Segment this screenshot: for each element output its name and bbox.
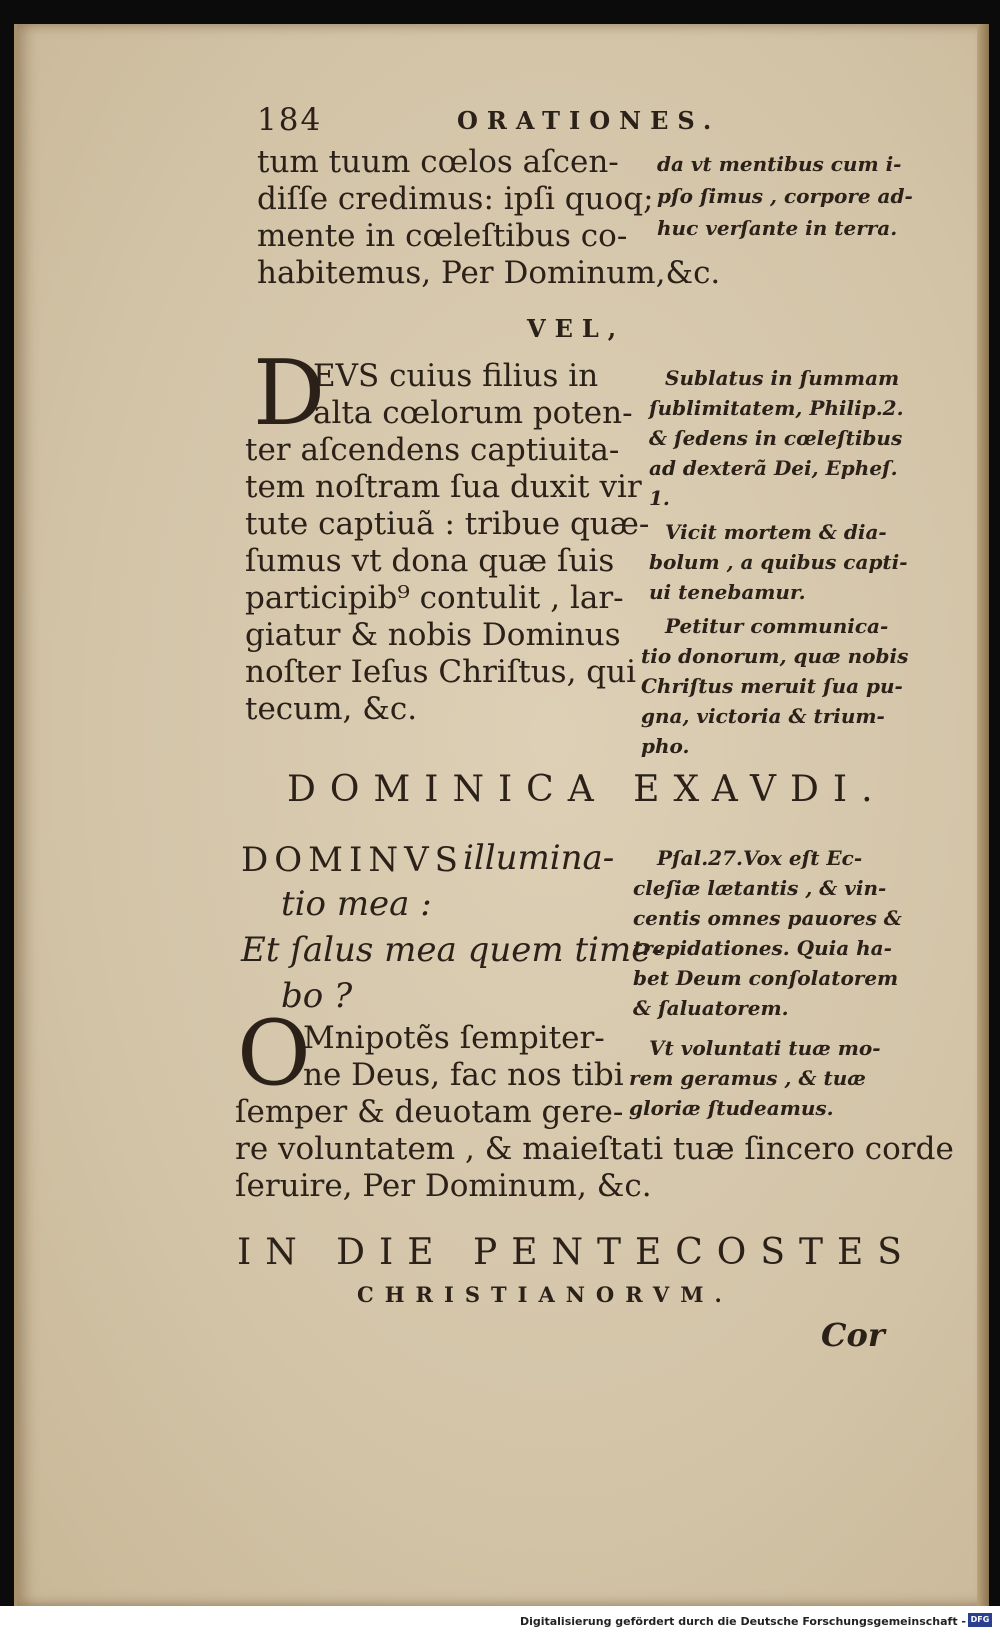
psalm-line: tio mea : — [281, 884, 432, 924]
text-line: participib⁹ contulit , lar- — [245, 580, 624, 616]
text-line: giatur & nobis Dominus — [245, 617, 621, 653]
catchword: Cor — [821, 1316, 885, 1354]
text-line: noſter Ieſus Chriſtus, qui — [245, 654, 637, 690]
margin-note: gloriæ ſtudeamus. — [629, 1096, 834, 1120]
text-line: tum tuum cœlos aſcen- — [257, 144, 619, 180]
text-line: tecum, &c. — [245, 691, 418, 727]
text-line: ne Deus, fac nos tibi — [303, 1057, 624, 1093]
text-line: ſeruire, Per Dominum, &c. — [235, 1168, 652, 1204]
dfg-logo-icon: DFG — [968, 1613, 992, 1627]
text-line: mente in cœleſtibus co- — [257, 218, 628, 254]
margin-note: gna, victoria & trium- — [641, 704, 885, 728]
section-subheading: CHRISTIANORVM. — [357, 1282, 733, 1307]
psalm-caps: DOMINVS — [241, 840, 464, 880]
footer-credit: Digitalisierung gefördert durch die Deutsche Forschungsgemeinschaft - — [519, 1615, 966, 1628]
drop-cap: O — [237, 1001, 311, 1106]
section-heading: DOMINICA EXAVDI. — [287, 769, 887, 810]
psalm-line: bo ? — [281, 976, 353, 1016]
text-line: tem noſtram ſua duxit vir — [245, 469, 642, 505]
margin-note: da vt mentibus cum i- — [657, 152, 902, 176]
margin-note: 1. — [649, 486, 670, 510]
text-line: habitemus, Per Dominum,&c. — [257, 255, 721, 291]
margin-note: Chriſtus meruit ſua pu- — [641, 674, 903, 698]
margin-note: Sublatus in ſummam — [665, 366, 900, 390]
text-line: tute captiuã : tribue quæ- — [245, 506, 650, 542]
margin-note: Vt voluntati tuæ mo- — [649, 1036, 881, 1060]
text-line: EVS cuius filius in — [313, 358, 599, 394]
margin-note: ad dexterã Dei, Epheſ. — [649, 456, 898, 480]
page-edge — [977, 24, 989, 1606]
text-line: alta cœlorum poten- — [313, 395, 633, 431]
running-title: ORATIONES. — [457, 106, 721, 135]
margin-note: pſo ſimus , corpore ad- — [657, 184, 913, 208]
margin-note: trepidationes. Quia ha- — [633, 936, 892, 960]
margin-note: tio donorum, quæ nobis — [641, 644, 909, 668]
margin-note: rem geramus , & tuæ — [629, 1066, 866, 1090]
text-line: re voluntatem , & maieſtati tuæ ſincero corde — [235, 1131, 954, 1167]
psalm-line: Et ſalus mea quem time- — [241, 930, 663, 970]
text-line: Mnipotẽs ſempiter- — [303, 1020, 605, 1056]
margin-note: Pſal.27.Vox eſt Ec- — [657, 846, 863, 870]
margin-note: ſublimitatem, Philip.2. — [649, 396, 904, 420]
margin-note: Petitur communica- — [665, 614, 889, 638]
margin-note: cleſiæ lætantis , & vin- — [633, 876, 887, 900]
margin-note: centis omnes pauores & — [633, 906, 902, 930]
margin-note: & ſedens in cœleſtibus — [649, 426, 903, 450]
text-line: diſſe credimus: ipſi quoq; — [257, 181, 654, 217]
section-divider-vel: VEL, — [527, 314, 626, 343]
book-page — [14, 24, 989, 1606]
text-line: ſemper & deuotam gere- — [235, 1094, 624, 1130]
margin-note: & ſaluatorem. — [633, 996, 789, 1020]
section-heading: IN DIE PENTECOSTES — [237, 1232, 916, 1273]
text-line: ter aſcendens captiuita- — [245, 432, 620, 468]
margin-note: bolum , a quibus capti- — [649, 550, 908, 574]
margin-note: huc verſante in terra. — [657, 216, 898, 240]
drop-cap: D — [253, 341, 326, 446]
margin-note: pho. — [641, 734, 690, 758]
margin-note: Vicit mortem & dia- — [665, 520, 887, 544]
margin-note: bet Deum conſolatorem — [633, 966, 899, 990]
psalm-line: illumina- — [463, 838, 615, 878]
page-number: 184 — [257, 102, 323, 138]
text-line: ſumus vt dona quæ ſuis — [245, 543, 615, 579]
margin-note: ui tenebamur. — [649, 580, 806, 604]
